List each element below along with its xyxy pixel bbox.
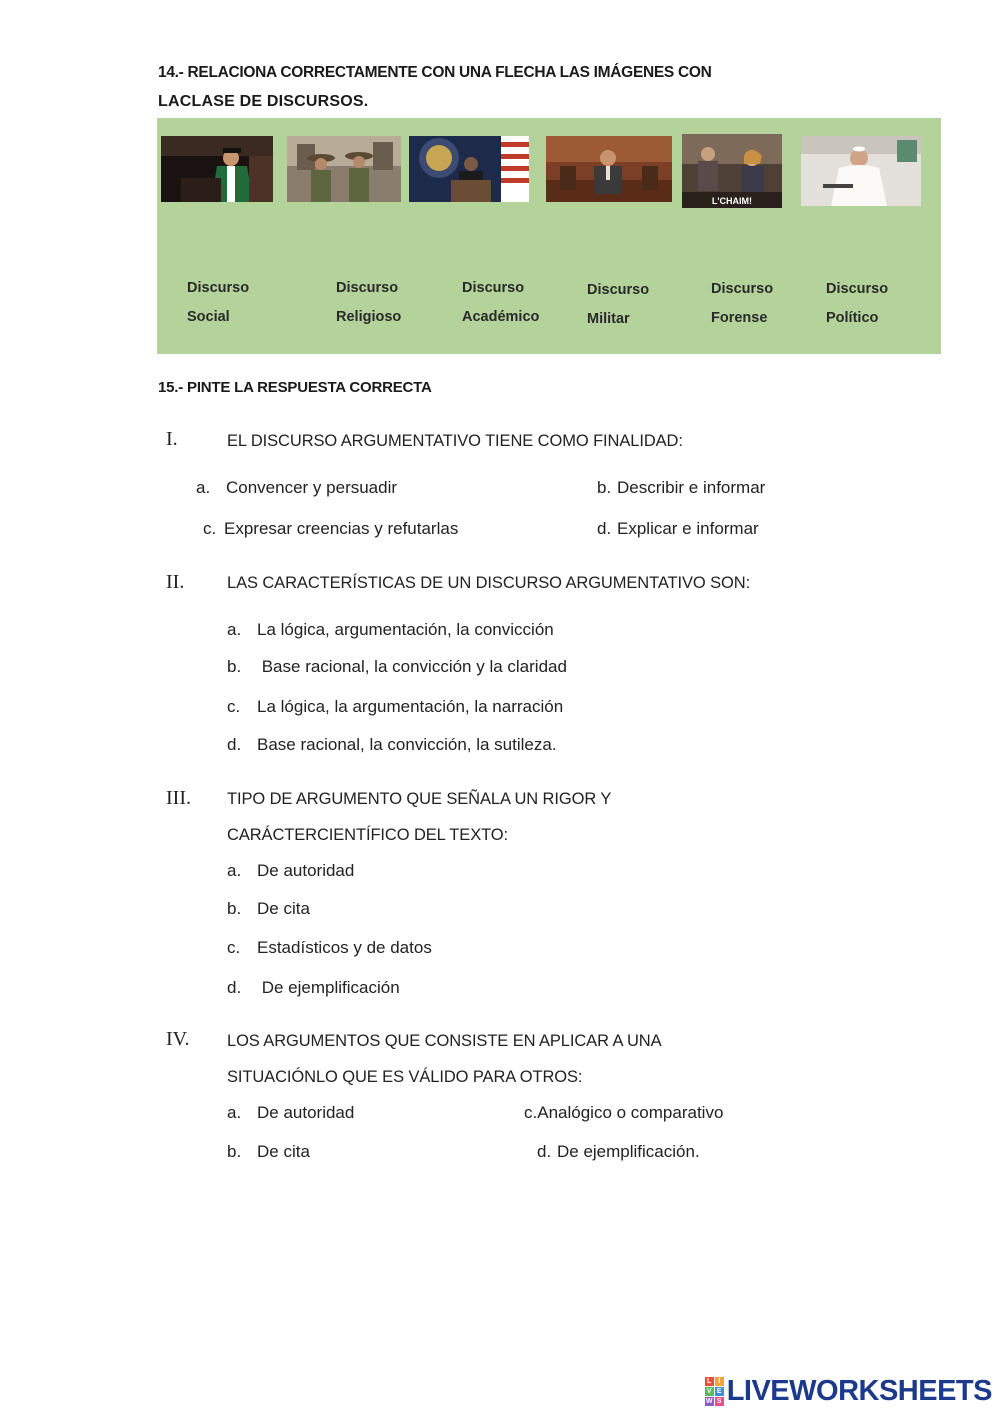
logo-mark-icon: L I V E W S bbox=[705, 1377, 724, 1406]
q4-option-c[interactable]: c.Analógico o comparativo bbox=[524, 1103, 724, 1122]
q3-option-b[interactable]: b. De cita bbox=[227, 899, 310, 918]
question-3-numeral: III. bbox=[166, 787, 191, 809]
question-4-text-line1: LOS ARGUMENTOS QUE CONSISTE EN APLICAR A UNA bbox=[227, 1032, 662, 1050]
label-politico: Discurso Político bbox=[826, 281, 889, 326]
q4-option-b[interactable]: b. De cita bbox=[227, 1142, 310, 1161]
q14-matching-panel bbox=[157, 118, 941, 354]
question-4-text-line2: SITUACIÓNLO QUE ES VÁLIDO PARA OTROS: bbox=[227, 1068, 583, 1086]
label-forense: Discurso Forense bbox=[711, 281, 774, 326]
q15-title: 15.- PINTE LA RESPUESTA CORRECTA bbox=[158, 379, 432, 396]
q14-title: 14.- RELACIONA CORRECTAMENTE CON UNA FLECHA LAS IMÁGENES CON bbox=[158, 64, 712, 81]
q4-option-d[interactable]: d. De ejemplificación. bbox=[537, 1142, 700, 1161]
q14-title-line2: LACLASE DE DISCURSOS. bbox=[158, 93, 369, 110]
q2-option-a[interactable]: a. La lógica, argumentación, la convicción bbox=[227, 620, 554, 639]
label-militar: Discurso Militar bbox=[587, 282, 650, 327]
q2-option-c[interactable]: c. La lógica, la argumentación, la narración bbox=[227, 697, 564, 716]
question-2-text: LAS CARACTERÍSTICAS DE UN DISCURSO ARGUMENTATIVO SON: bbox=[227, 574, 751, 592]
courtroom-lawyer-photo bbox=[546, 136, 672, 202]
graduation-speech-photo bbox=[161, 136, 273, 202]
military-officers-photo bbox=[287, 136, 401, 202]
q4-option-a[interactable]: a. De autoridad bbox=[227, 1103, 355, 1122]
q3-option-c[interactable]: c. Estadísticos y de datos bbox=[227, 938, 432, 957]
label-religioso: Discurso Religioso bbox=[336, 280, 402, 325]
photo-caption: L'CHAIM! bbox=[711, 196, 753, 206]
question-1-numeral: I. bbox=[166, 428, 178, 450]
q3-option-a[interactable]: a. De autoridad bbox=[227, 861, 355, 880]
question-2-numeral: II. bbox=[166, 571, 185, 593]
pope-speech-photo bbox=[801, 136, 921, 206]
q1-option-a[interactable]: a. Convencer y persuadir bbox=[196, 478, 398, 497]
q1-option-d[interactable]: d. Explicar e informar bbox=[597, 519, 759, 538]
q1-option-c[interactable]: c. Expresar creencias y refutarlas bbox=[203, 519, 459, 538]
label-social: Discurso Social bbox=[187, 280, 250, 325]
question-1-text: EL DISCURSO ARGUMENTATIVO TIENE COMO FINALIDAD: bbox=[227, 432, 683, 450]
question-3-text-line2: CARÁCTERCIENTÍFICO DEL TEXTO: bbox=[227, 826, 509, 844]
question-3-text-line1: TIPO DE ARGUMENTO QUE SEÑALA UN RIGOR Y bbox=[227, 790, 612, 808]
logo-text: LIVEWORKSHEETS bbox=[726, 1375, 992, 1407]
social-toast-photo bbox=[682, 134, 782, 208]
label-academico: Discurso Académico bbox=[462, 280, 540, 325]
president-podium-photo bbox=[409, 136, 529, 202]
q3-option-d[interactable]: d. De ejemplificación bbox=[227, 978, 400, 997]
liveworksheets-logo[interactable] bbox=[705, 1375, 992, 1408]
q2-option-b[interactable]: b. Base racional, la convicción y la claridad bbox=[227, 657, 567, 676]
question-4-numeral: IV. bbox=[166, 1028, 190, 1050]
q2-option-d[interactable]: d. Base racional, la convicción, la sutileza. bbox=[227, 735, 557, 754]
q1-option-b[interactable]: b. Describir e informar bbox=[597, 478, 766, 497]
